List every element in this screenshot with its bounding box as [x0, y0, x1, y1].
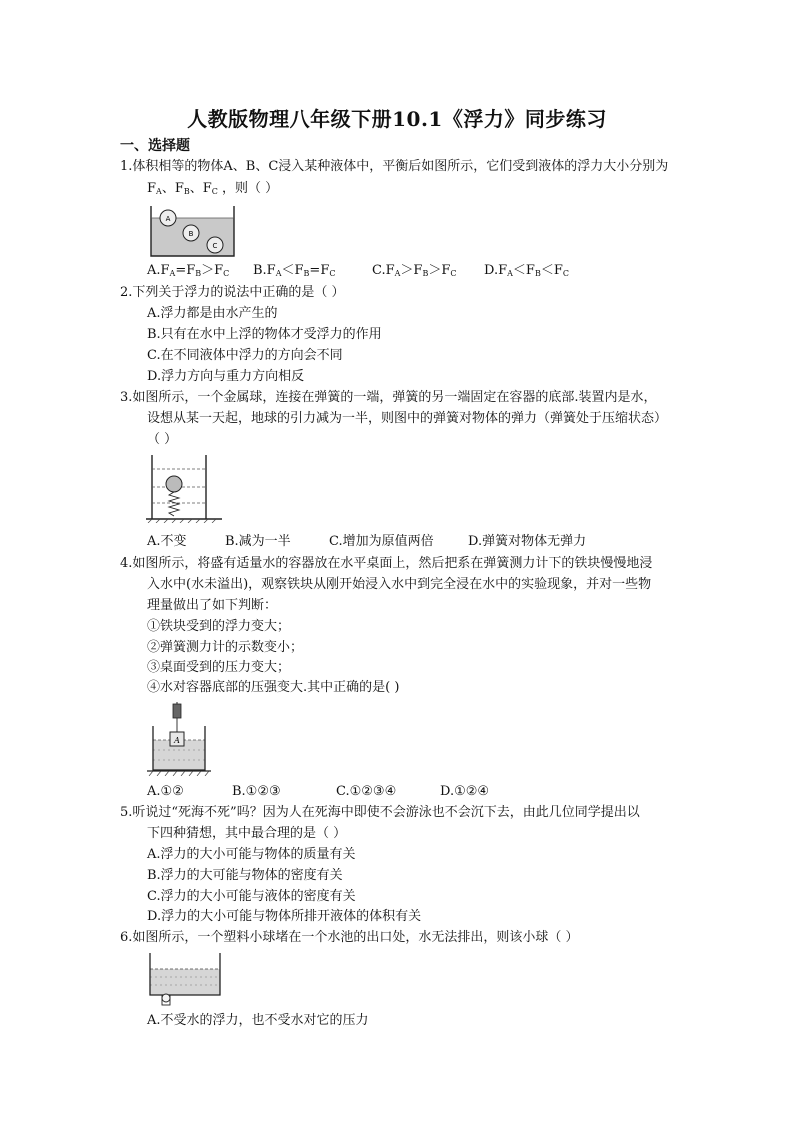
- q2-stem: 2.下列关于浮力的说法中正确的是（ ）: [120, 285, 345, 300]
- q1-figure-label-b: B: [188, 230, 194, 238]
- q6-figure: [147, 951, 223, 1007]
- q1-option-a: $A.F_A=F_B>F_C$: [147, 263, 230, 278]
- q3-figure: [146, 453, 222, 523]
- q4-option-a: A.①②: [147, 784, 184, 799]
- q6-option-a: A.不受水的浮力，也不受水对它的压力: [147, 1013, 369, 1028]
- q1-stem-line2: $F_A$、$F_B$、$F_C$ ，则（ ）: [147, 181, 279, 196]
- q3-option-b: B.减为一半: [225, 534, 291, 549]
- q3-stem-line3: （ ）: [147, 432, 178, 447]
- q5-option-d: D.浮力的大小可能与物体所排开液体的体积有关: [147, 909, 422, 924]
- q5-stem-line1: 5.听说过“死海不死”吗？因为人在死海中即使不会游泳也不会沉下去，由此几位同学提出以: [120, 805, 640, 820]
- q2-option-b: B.只有在水中上浮的物体才受浮力的作用: [147, 327, 382, 342]
- q1-option-c: $C.F_A>F_B>F_C$: [372, 263, 457, 278]
- q1-figure-label-a: A: [165, 215, 171, 223]
- q4-stem-line3: 理量做出了如下判断：: [147, 598, 278, 613]
- q1-figure: [150, 205, 236, 257]
- q3-stem-line1: 3.如图所示，一个金属球，连接在弹簧的一端，弹簧的另一端固定在容器的底部.装置内是水，: [120, 390, 657, 405]
- q3-stem-line2: 设想从某一天起，地球的引力减为一半，则图中的弹簧对物体的弹力（弹簧处于压缩状态）: [147, 411, 668, 426]
- q5-option-b: B.浮力的大可能与物体的密度有关: [147, 868, 343, 883]
- q2-option-c: C.在不同液体中浮力的方向会不同: [147, 348, 343, 363]
- q4-figure-label: A: [174, 736, 180, 745]
- q5-option-a: A.浮力的大小可能与物体的质量有关: [147, 847, 356, 862]
- q4-item-3: ③桌面受到的压力变大；: [147, 660, 291, 675]
- q4-stem-line2: 入水中(水未溢出)，观察铁块从刚开始浸入水中到完全浸在水中的实验现象，并对一些物: [147, 577, 652, 592]
- q4-option-b: B.①②③: [232, 784, 281, 799]
- q4-option-d: D.①②④: [440, 784, 490, 799]
- q4-stem-line1: 4.如图所示，将盛有适量水的容器放在水平桌面上，然后把系在弹簧测力计下的铁块慢慢地浸: [120, 556, 653, 571]
- q5-option-c: C.浮力的大小可能与液体的密度有关: [147, 889, 356, 904]
- q4-item-4: ④水对容器底部的压强变大.其中正确的是( ): [147, 680, 400, 695]
- q6-stem: 6.如图所示，一个塑料小球堵在一个水池的出口处，水无法排出，则该小球（ ）: [120, 930, 579, 945]
- q4-item-2: ②弹簧测力计的示数变小；: [147, 640, 304, 655]
- q3-option-c: C.增加为原值两倍: [329, 534, 434, 549]
- q1-option-b: $B.F_A<F_B=F_C$: [253, 263, 336, 278]
- page-title: 人教版物理八年级下册10.1《浮力》同步练习: [187, 107, 607, 131]
- q2-option-d: D.浮力方向与重力方向相反: [147, 369, 305, 384]
- q1-stem-line1: 1.体积相等的物体A、B、C浸入某种液体中，平衡后如图所示，它们受到液体的浮力大小分别为: [120, 159, 669, 174]
- q4-option-c: C.①②③④: [336, 784, 397, 799]
- q1-option-d: $D.F_A<F_B<F_C$: [484, 263, 569, 278]
- q1-figure-label-c: C: [212, 242, 218, 250]
- q4-item-1: ①铁块受到的浮力变大；: [147, 619, 291, 634]
- q3-option-a: A.不变: [147, 534, 187, 549]
- q5-stem-line2: 下四种猜想，其中最合理的是（ ）: [147, 826, 347, 841]
- q2-option-a: A.浮力都是由水产生的: [147, 306, 278, 321]
- q3-option-d: D.弹簧对物体无弹力: [468, 534, 587, 549]
- section-heading: 一、选择题: [120, 138, 190, 154]
- q4-figure: [147, 702, 211, 776]
